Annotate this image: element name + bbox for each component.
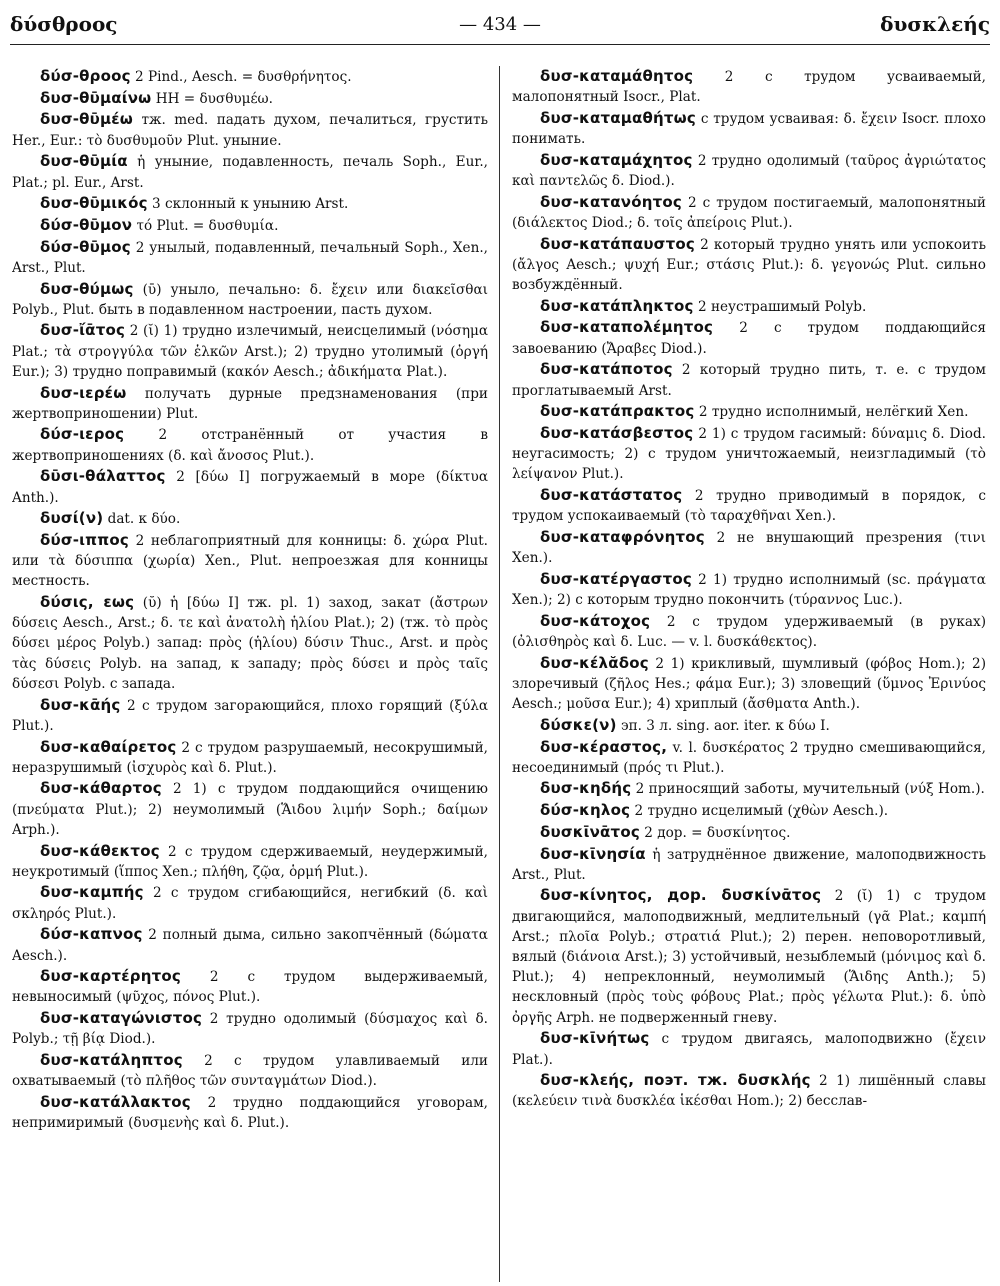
entry-headword: δῡσι-θάλαττος (40, 467, 166, 486)
entry-definition: 2 неустрашимый Polyb. (693, 298, 867, 315)
dictionary-entry (12, 778, 488, 840)
entry-headword: δυσ-κηδής (540, 779, 632, 798)
entry-definition: получать дурные предзнаменования (при жертвоприношении) Plut. (12, 385, 488, 422)
entry-headword: δυσ-κατάπρακτος (540, 402, 695, 421)
entry-definition: 3 склонный к унынию Arst. (147, 196, 349, 213)
entry-headword: δυσ-κίνητος, дор. δυσκίνᾱτος (540, 886, 822, 905)
entry-definition: 2 1) с трудом гасимый: δύναμις δ. Diod. неугасимость; 2) с трудом уничтожаемый, неизгладимый (τὸ λείψανον Plut.). (512, 425, 986, 483)
left-column (12, 66, 488, 1282)
entry-headword: δυσ-κέραστος, (540, 737, 668, 756)
entry-headword: δυσ-κατανόητος (540, 192, 682, 211)
entry-definition: 2 отстранённый от участия в жертвоприношениях (δ. καὶ ἄνοσος Plut.). (12, 427, 488, 464)
dictionary-entry (12, 530, 488, 592)
page-header (10, 12, 990, 40)
entry-headword: δύσ-ιππος (40, 530, 129, 549)
entry-definition: 2 трудно поддающийся уговорам, непримиримый (δυσμενὴς καὶ δ. Plut.). (12, 1094, 488, 1132)
entry-definition: ἡ затруднённое движение, малоподвижность Arst., Plut. (512, 846, 986, 883)
dictionary-entry (12, 1092, 488, 1133)
entry-definition: 2 трудно исполнимый, нелёгкий Xen. (694, 404, 969, 421)
entry-headword: δύσ-κηλος (540, 801, 631, 820)
entry-definition: 2 с трудом загорающийся, плохо горящий (ξύλα Plut.). (12, 697, 488, 734)
dictionary-entry (12, 237, 488, 278)
dictionary-entry (12, 279, 488, 320)
entry-headword: δυσ-κατάπληκτος (540, 296, 694, 315)
entry-definition: 2 который трудно пить, т. е. с трудом проглатываемый Arst. (512, 362, 986, 399)
dictionary-entry (12, 592, 488, 694)
entry-headword: δυσ-κατάστατος (540, 486, 683, 505)
entry-headword: δυσ-κάθαρτος (40, 779, 162, 798)
entry-definition: 2 с трудом сдерживаемый, неудержимый, неукротимый (ἵππος Xen.; πλήθη, ζῷα, ὁρμή Plut.). (12, 843, 488, 880)
entry-definition: 2 с трудом усваиваемый, малопонятный Isocr., Plat. (512, 69, 986, 106)
entry-headword: δυσ-κατάποτος (540, 360, 673, 379)
dictionary-entry (512, 715, 986, 736)
entry-definition: 2 приносящий заботы, мучительный (νύξ Hom.). (631, 781, 985, 798)
entry-definition: 2 1) крикливый, шумливый (φόβος Hom.); 2) злоречивый (ζῆλος Hes.; φάμα Eur.); 3) зловещий (ὕμνος Ἐρινύος Aesch.; μοῦσα Eur.); 4) хриплый (ἄσθματα Anth.). (512, 655, 986, 713)
entry-definition: 2 (ῐ) 1) с трудом двигающийся, малоподвижный, медлительный (γᾶ Plat.; καμπή Arst.; πλοῖα Polyb.; στρατιά Plut.); 2) перен. неповоротливый, вялый (διάνοια Arst.); 3) устойчивый, незыблемый (μόνιμος καὶ δ. Plut.); 4) непреклонный, неумолимый (Ἅιδης Anth.); 5) нескловный (πρὸς τοὺς φόβους Plat.; πρὸς γέλωτα Plut.): δ. ὑπὸ ὀργῆς Arph. не подверженный гневу. (512, 888, 986, 1026)
entry-definition: 2 с трудом улавливаемый или охватываемый (τὸ πλῆθος τῶν συνταγμάτων Diod.). (12, 1053, 488, 1090)
entry-definition: 2 неблагоприятный для конницы: δ. χώρα Plut. или τὰ δύσιππα (χωρία) Xen., Plut. непроезжая для конницы местность. (12, 532, 488, 590)
entry-headword: δυσ-κατάσβεστος (540, 423, 694, 442)
entry-definition: 2 [δύω I] погружаемый в море (δίκτυα Anth.). (12, 469, 488, 506)
entry-definition: 2 унылый, подавленный, печальный Soph., Xen., Arst., Plut. (12, 239, 488, 276)
entry-headword: δύσ-θῡμον (40, 215, 133, 234)
entry-headword: δυσ-ἴᾱτος (40, 321, 126, 340)
entry-definition: 2 с трудом постигаемый, малопонятный (διάλεκτος Diod.; δ. τοῖς ἀπείροις Plut.). (512, 194, 986, 231)
dictionary-entry (512, 423, 986, 485)
entry-headword: δυσ-κατάπαυστος (540, 234, 695, 253)
dictionary-entry (512, 527, 986, 568)
entry-definition: 2 не внушающий презрения (τινι Xen.). (512, 529, 986, 567)
dictionary-entry (12, 695, 488, 736)
dictionary-entry (512, 1070, 986, 1111)
dictionary-entry (512, 317, 986, 358)
entry-headword: δύσ-καπνος (40, 925, 143, 944)
entry-definition: 2 полный дыма, сильно закопчённый (δώματα Aesch.). (12, 927, 488, 964)
entry-headword: δυσ-καταγώνιστος (40, 1009, 203, 1028)
entry-definition: 2 с трудом разрушаемый, несокрушимый, неразрушимый (ἰσχυρὸς καὶ δ. Plut.). (12, 739, 488, 776)
dictionary-entry (12, 383, 488, 424)
entry-definition: 2 с трудом удерживаемый (в руках) (ὀλισθηρὸς καὶ δ. Luc. — v. l. δυσκάθεκτος). (512, 613, 986, 650)
dictionary-entry (512, 108, 986, 149)
entry-headword: δύσκε(ν) (540, 715, 617, 734)
dictionary-entry (12, 466, 488, 507)
entry-definition: 2 дор. = δυσκίνητος. (639, 824, 791, 841)
entry-definition: v. l. δυσκέρατος 2 трудно смешивающийся, несоединимый (πρός τι Plut.). (512, 739, 986, 776)
dictionary-entry (512, 885, 986, 1027)
dictionary-entry (512, 844, 986, 885)
entry-headword: δύσις, εως (40, 593, 135, 612)
dictionary-entry (12, 1008, 488, 1049)
entry-headword: δυσ-κῑνησία (540, 844, 646, 863)
dictionary-entry (512, 192, 986, 233)
entry-definition: 2 1) трудно исполнимый (sc. πράγματα Xen.); 2) с которым трудно покончить (τύραννος Luc.). (512, 571, 986, 609)
right-column (512, 66, 986, 1282)
dictionary-entry (512, 1028, 986, 1069)
dictionary-entry (512, 653, 986, 715)
entry-headword: δυσ-θῡμικός (40, 194, 148, 213)
entry-definition: 2 трудно исцелимый (χθὼν Aesch.). (630, 803, 889, 820)
entry-definition: 2 трудно приводимый в порядок, с трудом успокаиваемый (τὸ ταραχθῆναι Xen.). (512, 488, 986, 525)
dictionary-entry (512, 66, 986, 107)
entry-definition: с трудом усваивая: δ. ἔχειν Isocr. плохо понимать. (512, 110, 986, 148)
dictionary-entry (12, 424, 488, 465)
dictionary-entry (12, 215, 488, 236)
entry-headword: δυσ-θῡμαίνω (40, 88, 152, 107)
dictionary-entry (12, 924, 488, 965)
entry-headword: δύσ-ιερος (40, 425, 125, 444)
dictionary-entry (12, 109, 488, 150)
dictionary-entry (512, 569, 986, 610)
entry-definition: 2 трудно одолимый (ταῦρος ἀγριώτατος καὶ παντελῶς δ. Diod.). (512, 152, 986, 190)
entry-definition: 2 трудно одолимый (δύσμαχος καὶ δ. Polyb.; τῇ βίᾳ Diod.). (12, 1011, 488, 1048)
entry-headword: δυσ-κῑνήτως (540, 1029, 650, 1048)
entry-headword: δυσ-κάτοχος (540, 611, 651, 630)
dictionary-entry (12, 193, 488, 214)
entry-headword: δυσ-κάθεκτος (40, 841, 160, 860)
dictionary-entry (512, 401, 986, 422)
entry-headword: δυσ-θῡμέω (40, 110, 134, 129)
entry-definition: 2 с трудом выдерживаемый, невыносимый (ψῦχος, πόνος Plut.). (12, 969, 488, 1006)
dictionary-entry (512, 359, 986, 400)
entry-headword: δυσ-κᾱής (40, 695, 121, 714)
entry-headword: δύσ-θῡμος (40, 237, 131, 256)
entry-headword: δυσκῑνᾱτος (540, 822, 640, 841)
dictionary-entry (12, 1050, 488, 1091)
dictionary-entry (512, 150, 986, 191)
entry-headword: δυσ-καθαίρετος (40, 737, 177, 756)
running-head-left: δύσθροος (10, 12, 118, 36)
dictionary-entry (12, 841, 488, 882)
page-number: — 434 — (459, 14, 541, 35)
entry-headword: δυσ-καμπής (40, 883, 144, 902)
entry-headword: δυσ-κέλᾰδος (540, 653, 649, 672)
entry-definition: 2 1) с трудом поддающийся очищению (πνεύματα Plut.); 2) неумолимый (Ἅιδου λιμήν Soph.; δαίμων Arph.). (12, 781, 488, 838)
entry-definition: тж. med. падать духом, печалиться, грустить Her., Eur.: τὸ δυσθυμοῦν Plut. уныние. (12, 112, 488, 149)
dictionary-entry (12, 966, 488, 1007)
entry-headword: δυσ-καταπολέμητος (540, 318, 714, 337)
running-head-right: δυσκλεής (880, 12, 990, 36)
dictionary-entry (512, 800, 986, 821)
entry-headword: δυσ-κατάλλακτος (40, 1092, 191, 1111)
entry-definition: 2 с трудом сгибающийся, негибкий (δ. καὶ σκληρός Plut.). (12, 885, 488, 922)
header-rule (10, 44, 990, 45)
entry-definition: с трудом двигаясь, малоподвижно (ἔχειν Plat.). (512, 1031, 986, 1068)
entry-definition: 2 1) лишённый славы (κελεύειν τινὰ δυσκλέα ἱκέσθαι Hom.); 2) бесслав- (512, 1073, 986, 1110)
entry-headword: δυσ-θῡμία (40, 152, 128, 171)
entry-headword: δυσ-κλεής, поэт. тж. δυσκλής (540, 1071, 811, 1090)
entry-definition: 2 (ῐ) 1) трудно излечимый, неисцелимый (νόσημα Plat.; τὰ στρογγύλα τῶν ἑλκῶν Arst.); 2) трудно утолимый (ὀργή Eur.); 3) трудно поправимый (κακόν Aesch.; ἀδικήματα Plat.). (12, 323, 488, 380)
dictionary-entry (512, 737, 986, 778)
entry-headword: δυσί(ν) (40, 509, 104, 528)
dictionary-entry (512, 234, 986, 296)
entry-definition: (ῠ) ἡ [δύω I] тж. pl. 1) заход, закат (ἄστρων δύσεις Aesch., Arst.; δ. τε καὶ ἀνατολὴ ἡλίου Plat.); 2) (тж. τὸ πρὸς δύσει μέρος Polyb.) запад: πρὸς (ἡλίου) δύσιν Thuc., Arst. и πρὸς τὰς δύσεις Polyb. на запад, к западу; πρὸς δύσει и πρὸς ταῖς δύσεσι Polyb. с запада. (12, 595, 488, 692)
entry-headword: δυσ-κατέργαστος (540, 569, 692, 588)
entry-headword: δυσ-καταμάχητος (540, 150, 693, 169)
dictionary-entry (12, 320, 488, 382)
entry-headword: δυσ-καταμαθήτως (540, 108, 697, 127)
dictionary-entry (12, 66, 488, 87)
entry-headword: δυσ-θύμως (40, 279, 134, 298)
dictionary-entry (512, 778, 986, 799)
entry-definition: 2 который трудно унять или успокоить (ἄλγος Aesch.; ψυχή Eur.; στάσις Plut.): δ. γεγονώς Plut. сильно возбуждённый. (512, 236, 986, 294)
dictionary-entry (512, 296, 986, 317)
entry-headword: δυσ-ιερέω (40, 383, 127, 402)
entry-definition: ἡ уныние, подавленность, печаль Soph., Eur., Plat.; pl. Eur., Arst. (12, 154, 488, 191)
entry-headword: δυσ-καταμάθητος (540, 67, 694, 85)
dictionary-entry (12, 88, 488, 109)
entry-definition: dat. к δύο. (103, 511, 181, 528)
entry-definition: HH = δυσθυμέω. (151, 90, 273, 107)
entry-headword: δυσ-κατάληπτος (40, 1051, 183, 1070)
entry-definition: 2 Pind., Aesch. = δυσθρήνητος. (130, 69, 352, 85)
dictionary-entry (512, 611, 986, 652)
dictionary-entry (512, 485, 986, 526)
dictionary-entry (12, 508, 488, 529)
dictionary-entry (512, 822, 986, 843)
entry-definition: эп. 3 л. sing. aor. iter. к δύω I. (616, 717, 830, 734)
entry-definition: τό Plut. = δυσθυμία. (132, 217, 279, 234)
entry-definition: 2 с трудом поддающийся завоеванию (Ἄραβες Diod.). (512, 320, 986, 357)
entry-definition: (ῡ) уныло, печально: δ. ἔχειν или διακεῖσθαι Polyb., Plut. быть в подавленном настроении, пасть духом. (12, 281, 488, 318)
dictionary-entry (12, 737, 488, 778)
entry-headword: δυσ-καρτέρητος (40, 967, 181, 986)
column-divider (499, 66, 500, 1282)
entry-headword: δυσ-καταφρόνητος (540, 527, 705, 546)
dictionary-entry (12, 151, 488, 192)
entry-headword: δύσ-θροος (40, 67, 131, 85)
dictionary-entry (12, 882, 488, 923)
